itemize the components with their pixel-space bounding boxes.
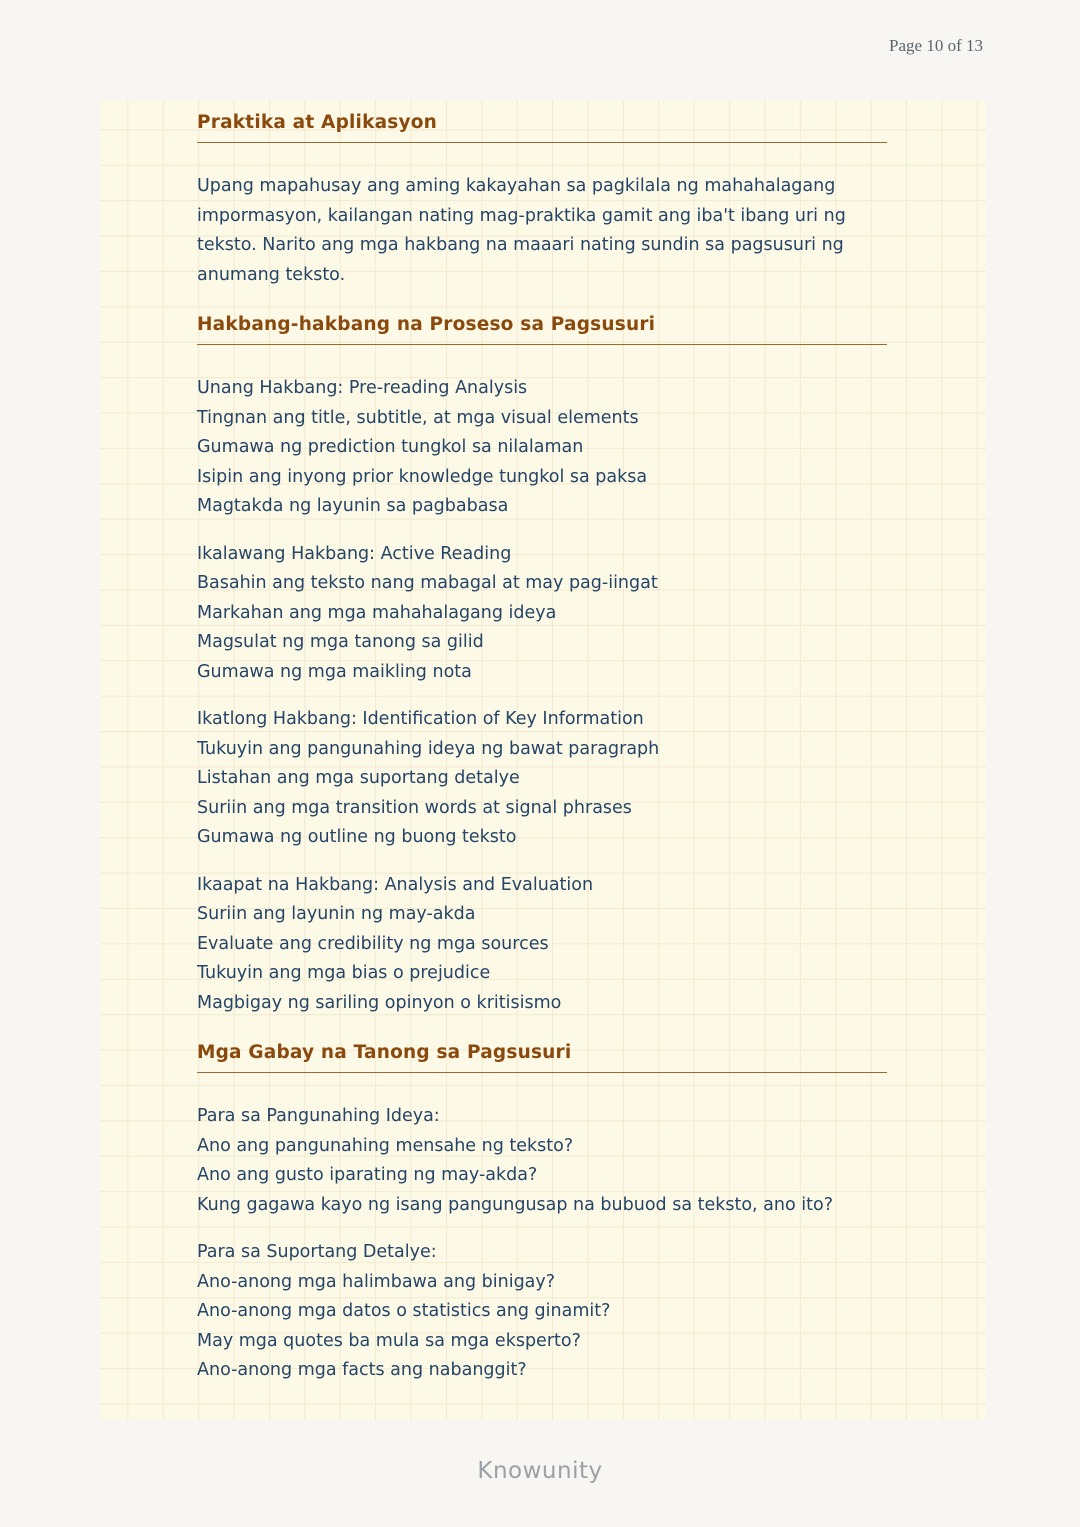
text-line: Evaluate ang credibility ng mga sources — [197, 933, 549, 954]
text-line: Para sa Pangunahing Ideya: — [197, 1106, 440, 1126]
text-line: Ano ang pangunahing mensahe ng teksto? — [197, 1135, 574, 1156]
section-heading: Hakbang-hakbang na Proseso sa Pagsusuri — [197, 314, 656, 335]
text-block — [197, 1102, 887, 1220]
text-line: Magsulat ng mga tanong sa gilid — [197, 632, 484, 652]
heading-rule — [197, 344, 887, 345]
footer-brand: Knowunity — [477, 1458, 603, 1484]
text-line: Upang mapahusay ang aming kakayahan sa pagkilala ng mahahalagang impormasyon, kailangan nating mag-praktika gamit ang iba't ibang uri ng teksto. Narito ang mga hakbang na maaari nating sundin sa pagsusuri ng anumang teksto. — [197, 176, 846, 285]
text-line: Suriin ang layunin ng may-akda — [197, 904, 476, 924]
text-line: Tukuyin ang mga bias o prejudice — [197, 963, 491, 983]
text-line: Ano ang gusto iparating ng may-akda? — [197, 1165, 538, 1185]
text-line: Magtakda ng layunin sa pagbabasa — [197, 496, 509, 516]
text-line: Ikalawang Hakbang: Active Reading — [197, 543, 512, 564]
text-block — [197, 374, 887, 522]
text-line: Markahan ang mga mahahalagang ideya — [197, 602, 557, 623]
text-line: Ano-anong mga datos o statistics ang ginamit? — [197, 1301, 611, 1321]
sections-container — [197, 112, 887, 1386]
text-line: Basahin ang teksto nang mabagal at may pag-iingat — [197, 573, 658, 593]
text-line: Magbigay ng sariling opinyon o kritisismo — [197, 992, 562, 1013]
page-indicator: Page 10 of 13 — [889, 36, 983, 55]
heading-rule — [197, 1072, 887, 1073]
text-line: May mga quotes ba mula sa mga eksperto? — [197, 1330, 581, 1351]
section — [197, 314, 887, 1018]
text-line: Kung gagawa kayo ng isang pangungusap na bubuod sa teksto, ano ito? — [197, 1194, 833, 1215]
section — [197, 112, 887, 290]
text-line: Unang Hakbang: Pre-reading Analysis — [197, 378, 528, 398]
text-line: Listahan ang mga suportang detalye — [197, 768, 520, 788]
text-block — [197, 705, 887, 853]
text-line: Tingnan ang title, subtitle, at mga visual elements — [197, 407, 639, 428]
text-line: Suriin ang mga transition words at signal phrases — [197, 797, 632, 818]
section-heading: Mga Gabay na Tanong sa Pagsusuri — [197, 1042, 572, 1063]
text-block — [197, 540, 887, 688]
text-line: Tukuyin ang pangunahing ideya ng bawat paragraph — [197, 738, 660, 759]
section — [197, 1042, 887, 1386]
text-block — [197, 871, 887, 1019]
text-line: Ano-anong mga halimbawa ang binigay? — [197, 1271, 556, 1292]
heading-rule — [197, 142, 887, 143]
text-line: Para sa Suportang Detalye: — [197, 1242, 437, 1262]
text-line: Gumawa ng prediction tungkol sa nilalaman — [197, 437, 584, 457]
text-line: Ikaapat na Hakbang: Analysis and Evaluation — [197, 874, 594, 895]
text-block — [197, 1238, 887, 1386]
section-heading: Praktika at Aplikasyon — [197, 112, 438, 133]
text-line: Ikatlong Hakbang: Identification of Key Information — [197, 709, 644, 729]
text-line: Isipin ang inyong prior knowledge tungkol sa paksa — [197, 466, 648, 487]
text-line: Gumawa ng outline ng buong teksto — [197, 827, 517, 847]
text-line: Ano-anong mga facts ang nabanggit? — [197, 1360, 527, 1380]
text-block — [197, 172, 887, 290]
notes-card — [100, 100, 986, 1420]
text-line: Gumawa ng mga maikling nota — [197, 661, 472, 682]
